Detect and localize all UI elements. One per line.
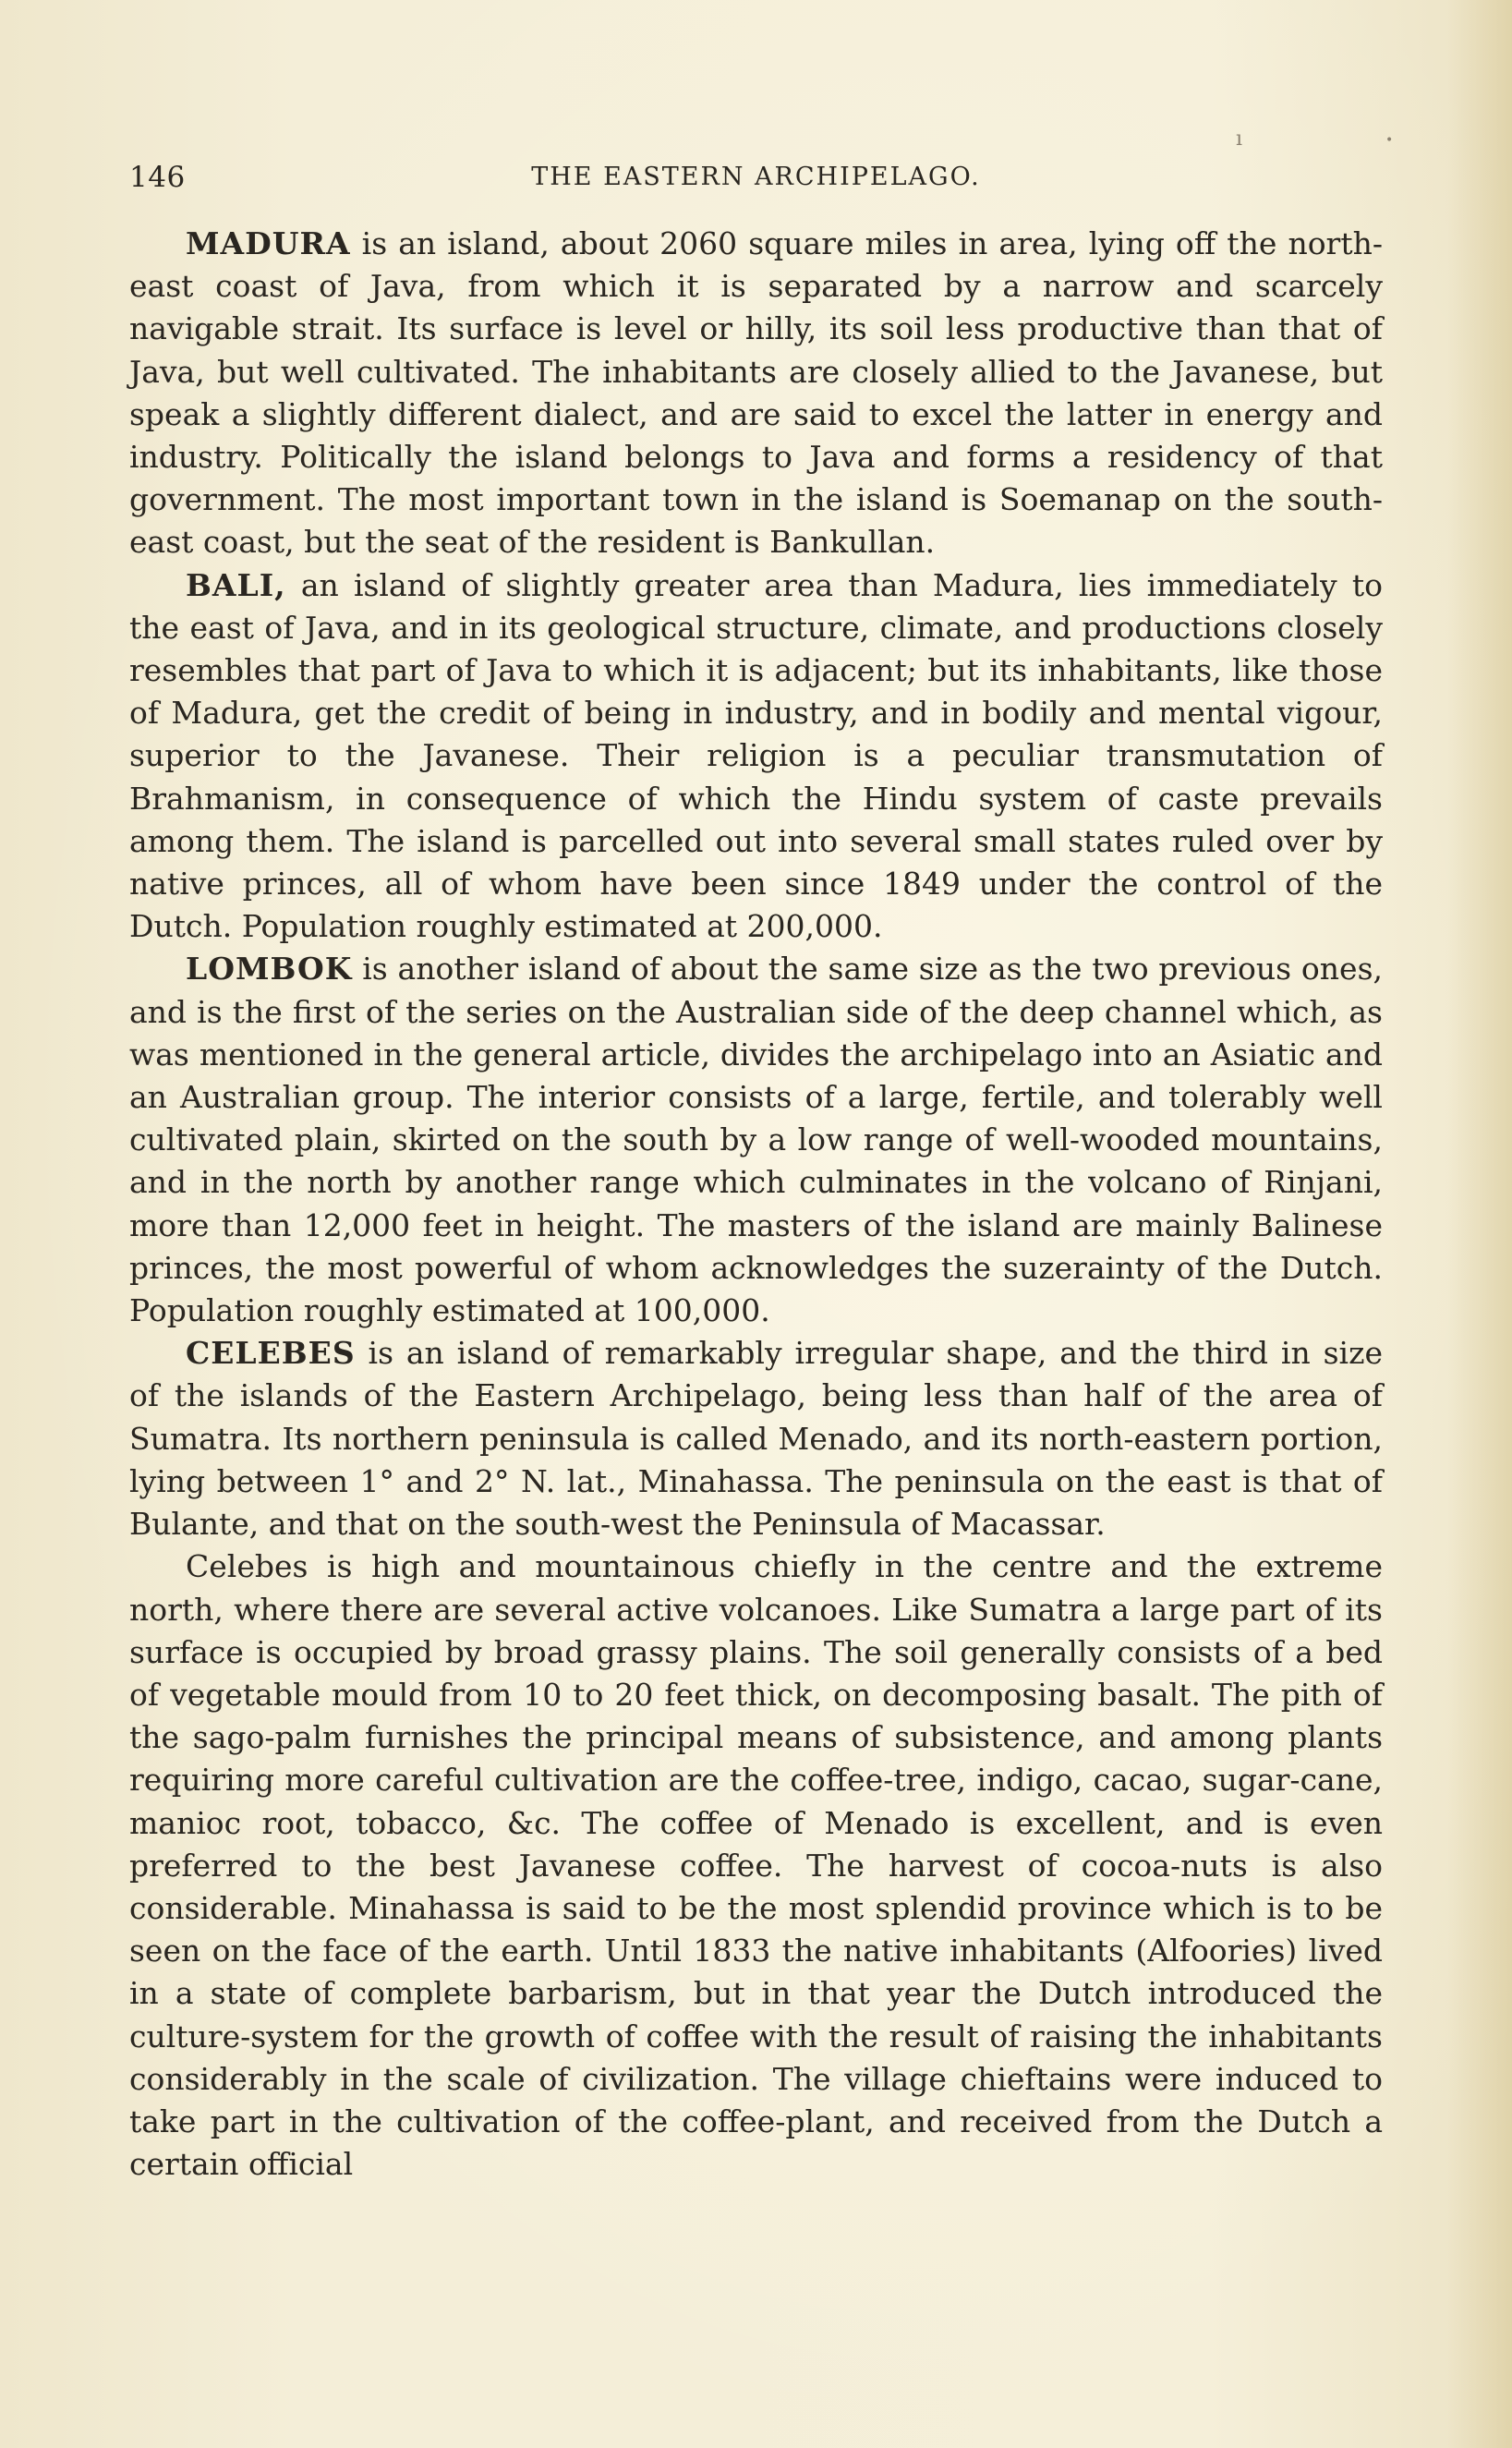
entry-heading-celebes: CELEBES — [186, 1335, 356, 1372]
running-title: THE EASTERN ARCHIPELAGO. — [531, 163, 981, 191]
paragraph-celebes-continued — [129, 1545, 1383, 2186]
entry-heading-madura: MADURA — [186, 225, 351, 261]
paragraph-bali — [129, 564, 1383, 949]
paragraph-text: is an island, about 2060 square miles in area, lying off the north-east coast of Java, from which it is separated by a narrow and scarcely navigable strait. Its surface is level or hilly, its soil less productive than that of Java, but well cultivated. The inhabitants are closely allied to the Javanese, but speak a slightly different dialect, and are said to excel the latter in energy and industry. Politically the island belongs to Java and forms a residency of that government. The most important town in the island is Soemanap on the south-east coast, but the seat of the resident is Bankullan. — [129, 225, 1383, 561]
paragraph-text: Celebes is high and mountainous chiefly in the centre and the extreme north, where there are several active volcanoes. Like Sumatra a large part of its surface is occupied by broad grassy plains. The soil generally consists of a bed of vegetable mould from 10 to 20 feet thick, on decomposing basalt. The pith of the sago-palm furnishes the principal means of subsistence, and among plants requiring more careful cultivation are the coffee-tree, indigo, cacao, sugar-cane, manioc root, tobacco, &c. The coffee of Menado is excellent, and is even preferred to the best Javanese coffee. The harvest of cocoa-nuts is also considerable. Minahassa is said to be the most splendid province which is to be seen on the face of the earth. Until 1833 the native inhabitants (Alfoories) lived in a state of complete barbarism, but in that year the Dutch introduced the culture-system for the growth of coffee with the result of raising the inhabitants considerably in the scale of civilization. The village chieftains were induced to take part in the cultivation of the coffee-plant, and received from the Dutch a certain official — [129, 1548, 1383, 2183]
body-text — [129, 223, 1383, 2186]
paragraph-text: is another island of about the same size as the two previous ones, and is the first of the series on the Australian side of the deep channel which, as was mentioned in the general article, divides the archipelago into an Asiatic and an Australian group. The interior consists of a large, fertile, and tolerably well cultivated plain, skirted on the south by a low range of well-wooded mountains, and in the north by another range which culminates in the volcano of Rinjani, more than 12,000 feet in height. The masters of the island are mainly Balinese princes, the most powerful of whom acknowledges the suzerainty of the Dutch. Population roughly estimated at 100,000. — [129, 951, 1383, 1329]
entry-heading-bali: BALI, — [186, 566, 286, 603]
paragraph-text: is an island of remarkably irregular shape, and the third in size of the islands of the Eastern Archipelago, being less than half of the area of Sumatra. Its northern peninsula is called Menado, and its north-eastern portion, lying between 1° and 2° N. lat., Minahassa. The peninsula on the east is that of Bulante, and that on the south-west the Peninsula of Macassar. — [129, 1335, 1383, 1543]
stray-mark: ı — [1236, 127, 1243, 151]
paragraph-celebes — [129, 1332, 1383, 1545]
stray-dot: • — [1385, 133, 1394, 148]
paragraph-lombok — [129, 948, 1383, 1332]
entry-heading-lombok: LOMBOK — [186, 951, 353, 988]
page-number: 146 — [129, 161, 186, 194]
paragraph-madura — [129, 223, 1383, 564]
paragraph-text: an island of slightly greater area than Madura, lies immediately to the east of Java, and in its geological structure, climate, and productions closely resembles that part of Java to which it is adjacent; but its inhabitants, like those of Madura, get the credit of being in industry, and in bodily and mental vigour, superior to the Javanese. Their religion is a peculiar transmutation of Brahmanism, in consequence of which the Hindu system of caste prevails among them. The island is parcelled out into several small states ruled over by native princes, all of whom have been since 1849 under the control of the Dutch. Population roughly estimated at 200,000. — [129, 566, 1383, 945]
page-header — [129, 161, 1383, 207]
